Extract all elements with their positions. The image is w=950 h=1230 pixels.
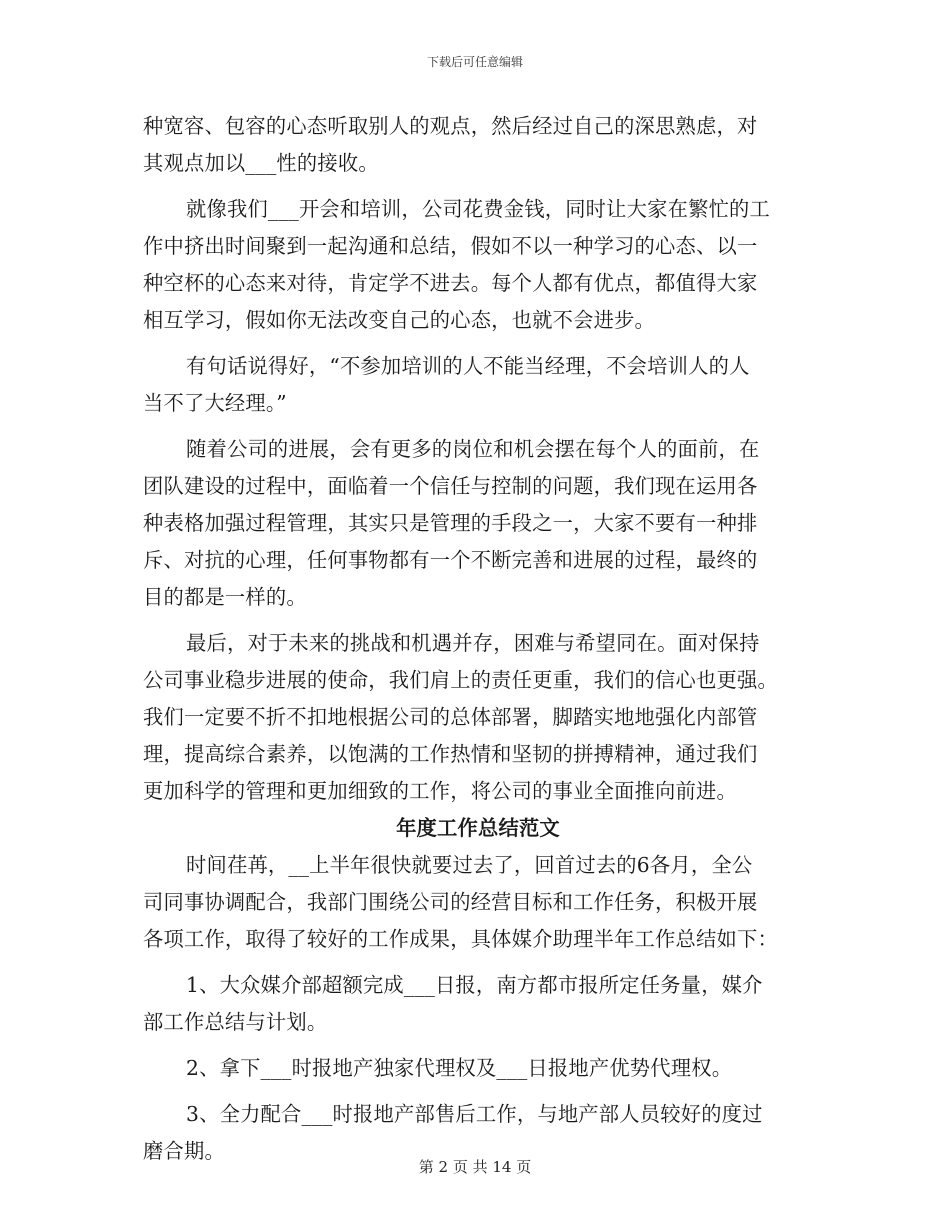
paragraphs-before <box>143 108 813 810</box>
text-line: 时间荏苒，__上半年很快就要过去了，回首过去的6各月，全公 <box>186 853 753 877</box>
paragraph-gap <box>143 422 813 431</box>
text-line: 司同事协调配合，我部门围绕公司的经营目标和工作任务，积极开展 <box>143 890 758 914</box>
document-body <box>143 108 813 1170</box>
text-line: 作中挤出时间聚到一起沟通和总结，假如不以一种学习的心态、以一 <box>143 234 758 258</box>
paragraph-gap <box>143 1041 813 1050</box>
text-line: 斥、对抗的心理，任何事物都有一个不断完善和进展的过程，最终的 <box>143 548 758 572</box>
text-line: 种表格加强过程管理，其实只是管理的手段之一，大家不要有一种排 <box>143 511 758 535</box>
text-line: 当不了大经理。” <box>143 391 287 415</box>
text-line: 各项工作，取得了较好的工作成果，具体媒介助理半年工作总结如下： <box>143 927 778 951</box>
paragraph-gap <box>143 1087 813 1096</box>
paragraph <box>143 191 813 339</box>
text-line: 理，提高综合素养，以饱满的工作热情和坚韧的拼搏精神，通过我们 <box>143 742 758 766</box>
paragraph <box>143 625 813 810</box>
paragraph <box>143 431 813 616</box>
paragraph <box>143 847 813 958</box>
text-line: 种空杯的心态来对待，肯定学不进去。每个人都有优点，都值得大家 <box>143 271 758 295</box>
paragraph-gap <box>143 616 813 625</box>
text-line: 我们一定要不折不扣地根据公司的总体部署，脚踏实地地强化内部管 <box>143 705 758 729</box>
text-line: 随着公司的进展，会有更多的岗位和机会摆在每个人的面前，在 <box>186 437 760 461</box>
paragraph-gap <box>143 958 813 967</box>
text-line: 有句话说得好，“不参加培训的人不能当经理，不会培训人的人 <box>186 354 750 378</box>
paragraph-gap <box>143 339 813 348</box>
text-line: 磨合期。 <box>143 1139 225 1163</box>
text-line: 其观点加以___性的接收。 <box>143 151 379 175</box>
paragraphs-after <box>143 847 813 1170</box>
paragraph <box>143 1050 813 1087</box>
paragraph <box>143 108 813 182</box>
paragraph <box>143 348 813 422</box>
text-line: 部工作总结与计划。 <box>143 1010 328 1034</box>
paragraph <box>143 967 813 1041</box>
text-line: 更加科学的管理和更加细致的工作，将公司的事业全面推向前进。 <box>143 779 737 803</box>
text-line: 1、大众媒介部超额完成___日报，南方都市报所定任务量，媒介 <box>186 973 763 997</box>
page-footer: 第 2 页 共 14 页 <box>418 1158 532 1176</box>
text-line: 3、全力配合___时报地产部售后工作，与地产部人员较好的度过 <box>186 1102 763 1126</box>
page-header: 下载后可任意编辑 <box>426 55 523 69</box>
text-line: 团队建设的过程中，面临着一个信任与控制的问题，我们现在运用各 <box>143 474 758 498</box>
text-line: 种宽容、包容的心态听取别人的观点，然后经过自己的深思熟虑，对 <box>143 114 758 138</box>
text-line: 最后，对于未来的挑战和机遇并存，困难与希望同在。面对保持 <box>186 631 760 655</box>
text-line: 2、拿下___时报地产独家代理权及___日报地产优势代理权。 <box>186 1056 733 1080</box>
text-line: 就像我们___开会和培训，公司花费金钱，同时让大家在繁忙的工 <box>186 197 771 221</box>
section-title: 年度工作总结范文 <box>396 816 560 840</box>
text-line: 目的都是一样的。 <box>143 585 307 609</box>
paragraph-gap <box>143 182 813 191</box>
text-line: 公司事业稳步进展的使命，我们肩上的责任更重，我们的信心也更强。 <box>143 668 778 692</box>
text-line: 相互学习，假如你无法改变自己的心态，也就不会进步。 <box>143 308 656 332</box>
